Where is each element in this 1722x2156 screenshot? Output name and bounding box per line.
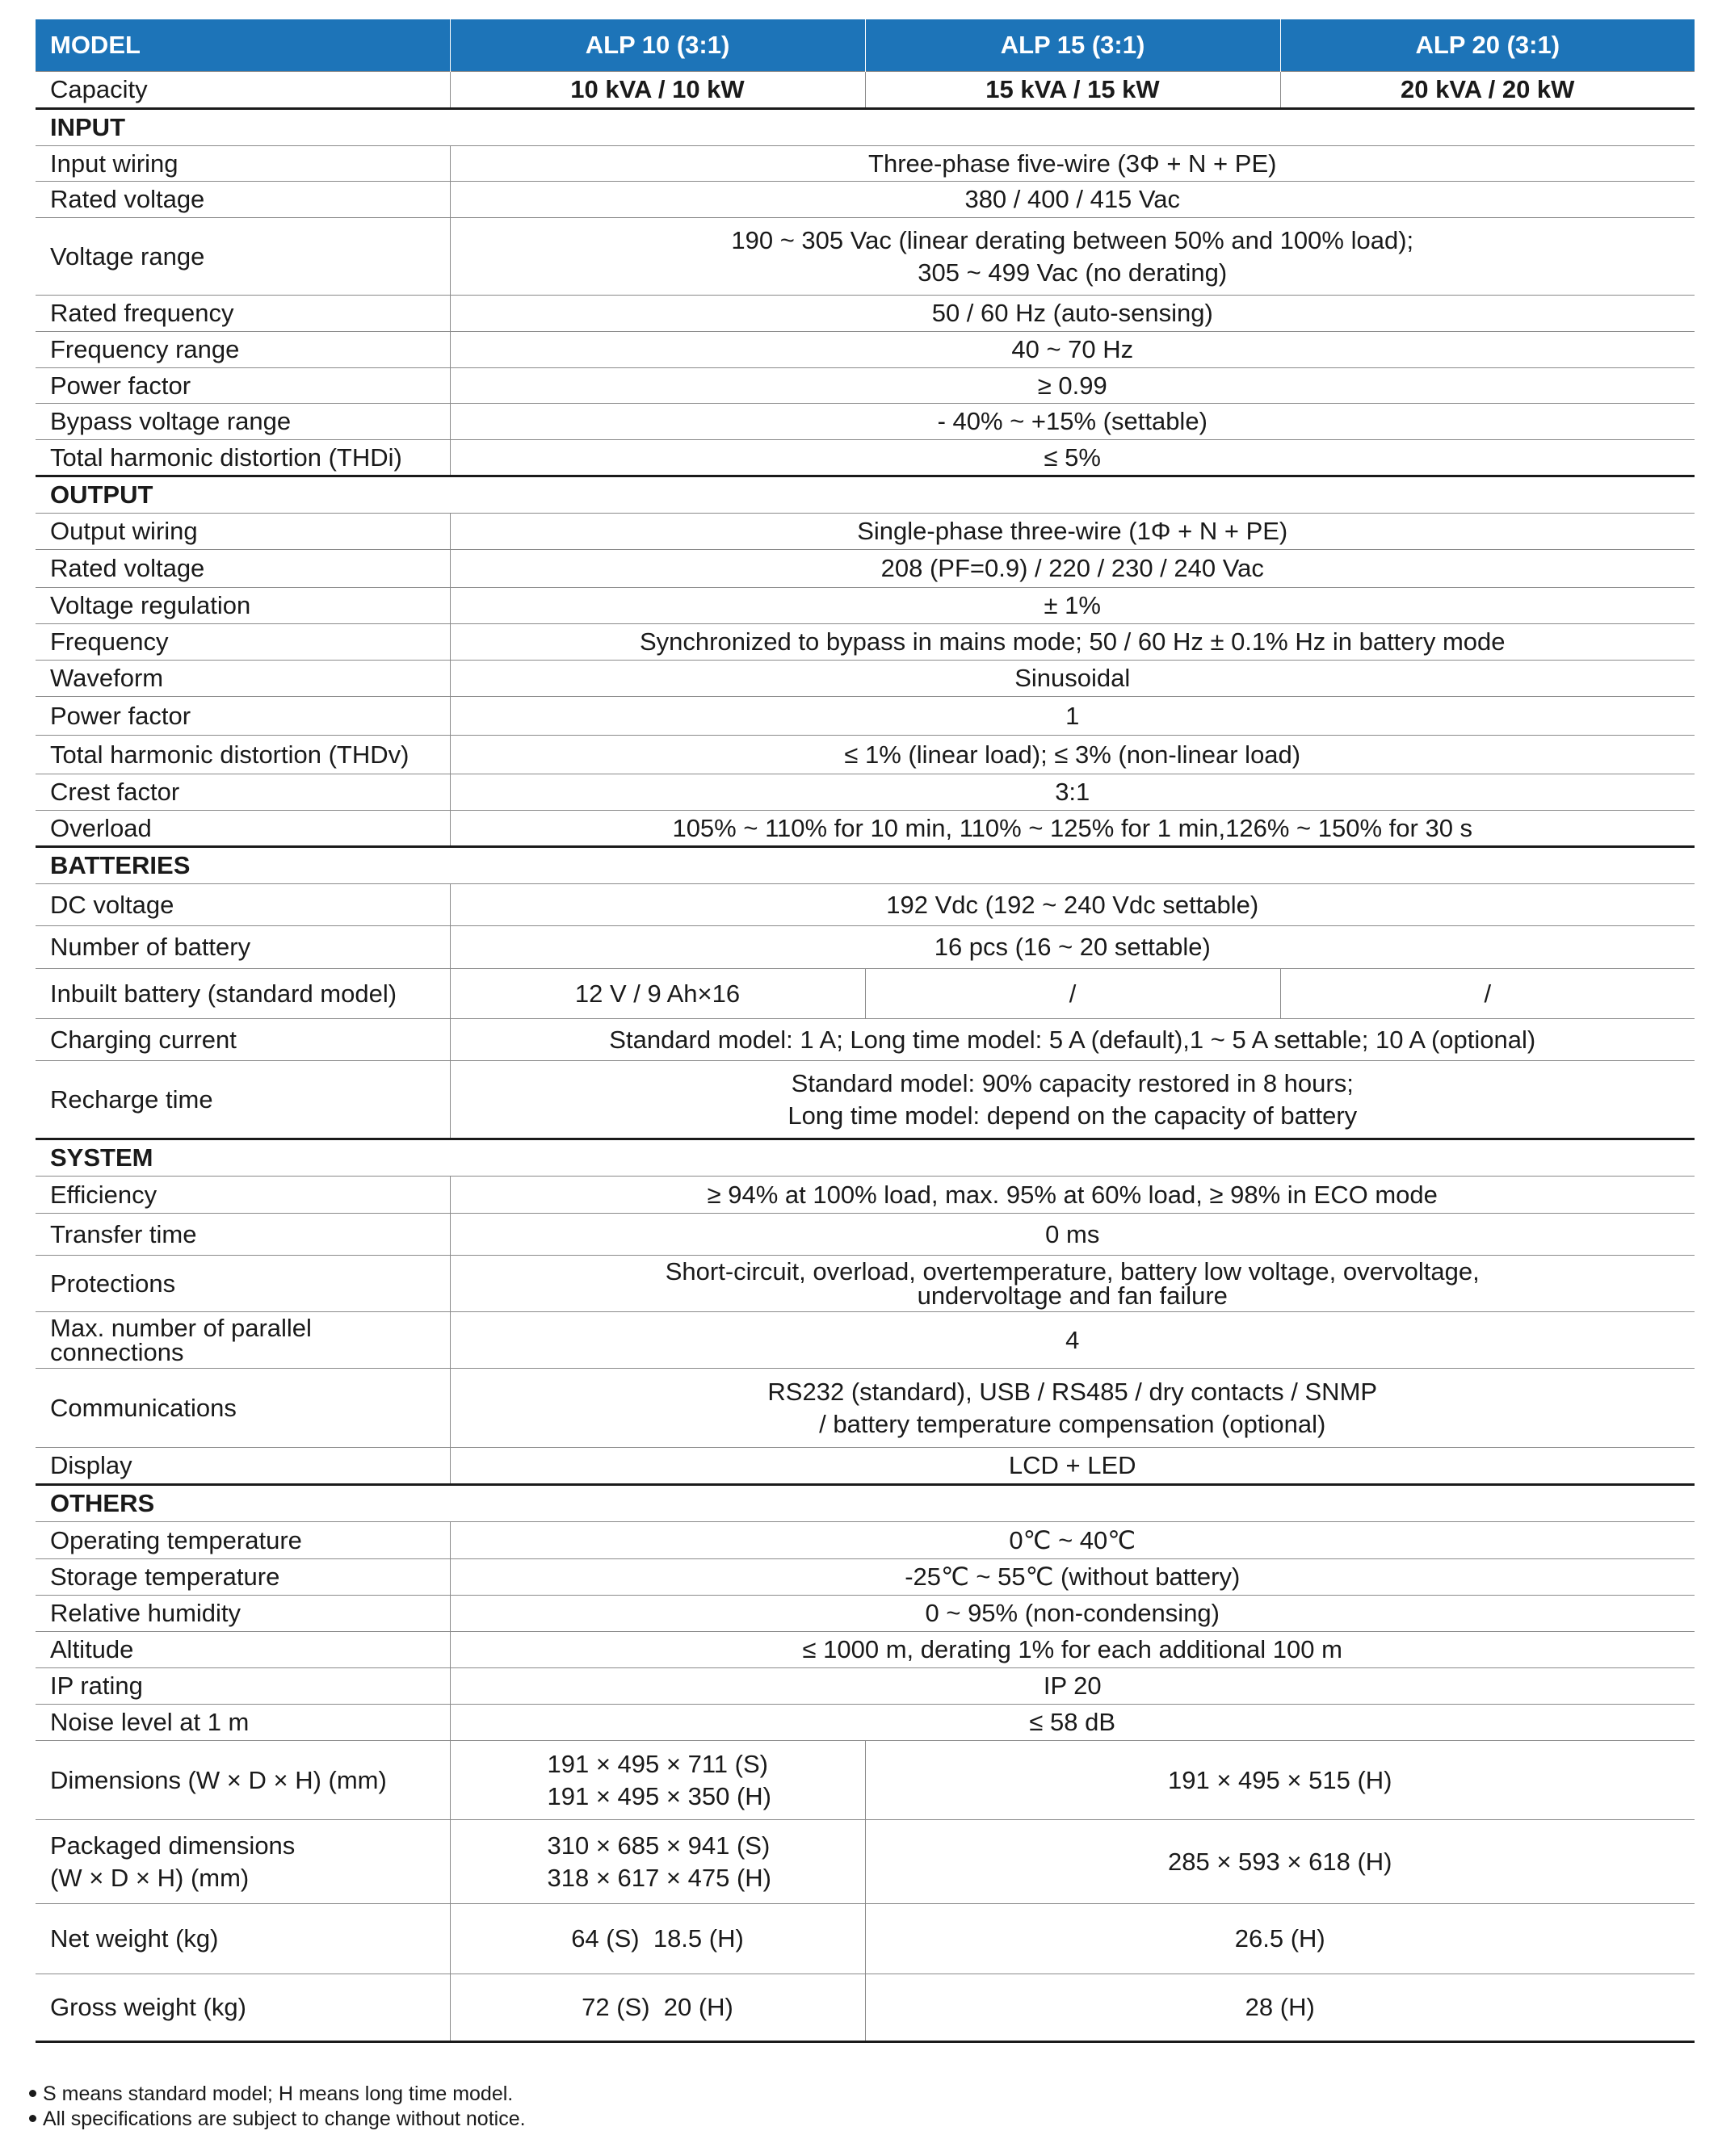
table-row [36,1668,1695,1705]
table-row [36,1177,1695,1214]
row-value: 4 [450,1312,1695,1369]
row-label: Frequency [36,624,450,661]
row-value: 192 Vdc (192 ~ 240 Vdc settable) [450,884,1695,926]
row-value: 16 pcs (16 ~ 20 settable) [450,926,1695,969]
table-row [36,1559,1695,1596]
row-value [450,1061,1695,1139]
row-label: Crest factor [36,774,450,811]
value-line: Short-circuit, overload, overtemperature, battery low voltage, overvoltage, [665,1256,1480,1286]
footnote [29,2082,526,2107]
table-row [36,514,1695,550]
row-label: Output wiring [36,514,450,550]
net-weight-alp15-20: 26.5 (H) [865,1904,1695,1974]
row-label: Dimensions (W × D × H) (mm) [36,1741,450,1820]
row-label: Input wiring [36,146,450,182]
spec-table [36,19,1695,2043]
value-line: Long time model: depend on the capacity of battery [788,1101,1358,1130]
section-title: BATTERIES [36,847,1695,884]
value-line: undervoltage and fan failure [917,1281,1228,1310]
row-value [450,218,1695,296]
row-label: Inbuilt battery (standard model) [36,969,450,1019]
table-row [36,926,1695,969]
row-value: Sinusoidal [450,661,1695,697]
footnotes [29,2082,526,2132]
table-row [36,1061,1695,1139]
row-label: Rated voltage [36,550,450,588]
table-row [36,1632,1695,1668]
row-label: Total harmonic distortion (THDi) [36,440,450,476]
packaged-alp10 [450,1820,865,1904]
dimensions-alp10 [450,1741,865,1820]
row-value: 40 ~ 70 Hz [450,332,1695,368]
row-value: ≤ 5% [450,440,1695,476]
row-label: Storage temperature [36,1559,450,1596]
value-line: 310 × 685 × 941 (S) [547,1831,771,1860]
value-line: 190 ~ 305 Vac (linear derating between 50% and 100% load); [731,225,1414,254]
value-line: RS232 (standard), USB / RS485 / dry contacts / SNMP [767,1377,1378,1406]
row-label: Efficiency [36,1177,450,1214]
row-value: 380 / 400 / 415 Vac [450,182,1695,218]
table-row [36,1820,1695,1904]
row-value: -25℃ ~ 55℃ (without battery) [450,1559,1695,1596]
model-alp20: ALP 20 (3:1) [1280,19,1695,72]
row-label: Bypass voltage range [36,404,450,440]
row-label: Noise level at 1 m [36,1705,450,1741]
table-row [36,1705,1695,1741]
capacity-row [36,72,1695,109]
model-label: MODEL [36,19,450,72]
row-value: 105% ~ 110% for 10 min, 110% ~ 125% for 1 min,126% ~ 150% for 30 s [450,811,1695,847]
row-value: ≤ 58 dB [450,1705,1695,1741]
row-label: Communications [36,1369,450,1448]
section-title: SYSTEM [36,1139,1695,1177]
section-others [36,1485,1695,1522]
row-label: Operating temperature [36,1522,450,1559]
row-value [450,1256,1695,1312]
capacity-alp10: 10 kVA / 10 kW [450,72,865,109]
table-row [36,969,1695,1019]
table-row [36,1596,1695,1632]
bullet-icon [29,2090,36,2097]
row-label: Charging current [36,1019,450,1061]
table-row [36,697,1695,736]
row-label: Number of battery [36,926,450,969]
section-title: OTHERS [36,1485,1695,1522]
gross-weight-alp10: 72 (S) 20 (H) [450,1974,865,2042]
row-label: Power factor [36,697,450,736]
table-row [36,550,1695,588]
table-row [36,332,1695,368]
row-value: LCD + LED [450,1448,1695,1485]
table-row [36,1974,1695,2042]
label-line: (W × D × H) (mm) [50,1863,250,1892]
value-line: / battery temperature compensation (optional) [819,1409,1326,1438]
table-row [36,624,1695,661]
row-value: 208 (PF=0.9) / 220 / 230 / 240 Vac [450,550,1695,588]
row-label: Frequency range [36,332,450,368]
packaged-alp15-20: 285 × 593 × 618 (H) [865,1820,1695,1904]
section-input [36,109,1695,146]
table-row [36,218,1695,296]
row-label: Power factor [36,368,450,404]
capacity-alp20: 20 kVA / 20 kW [1280,72,1695,109]
row-label: Voltage regulation [36,588,450,624]
row-value: ≥ 0.99 [450,368,1695,404]
inbuilt-alp20: / [1280,969,1695,1019]
row-value: ≤ 1% (linear load); ≤ 3% (non-linear load) [450,736,1695,774]
row-label: Altitude [36,1632,450,1668]
row-value: ≥ 94% at 100% load, max. 95% at 60% load, ≥ 98% in ECO mode [450,1177,1695,1214]
section-batteries [36,847,1695,884]
row-label: Protections [36,1256,450,1312]
row-label: DC voltage [36,884,450,926]
table-row [36,588,1695,624]
row-value: - 40% ~ +15% (settable) [450,404,1695,440]
row-value: 0℃ ~ 40℃ [450,1522,1695,1559]
table-row [36,368,1695,404]
label-line: Max. number of parallel [50,1313,312,1342]
table-row [36,811,1695,847]
row-value: 3:1 [450,774,1695,811]
value-line: 191 × 495 × 711 (S) [547,1749,768,1778]
row-value: Standard model: 1 A; Long time model: 5 A (default),1 ~ 5 A settable; 10 A (optional) [450,1019,1695,1061]
table-row [36,1904,1695,1974]
table-row [36,1741,1695,1820]
capacity-label: Capacity [36,72,450,109]
table-row [36,1256,1695,1312]
value-line: 305 ~ 499 Vac (no derating) [918,258,1228,287]
inbuilt-alp10: 12 V / 9 Ah×16 [450,969,865,1019]
row-label: IP rating [36,1668,450,1705]
row-value: ≤ 1000 m, derating 1% for each additional 100 m [450,1632,1695,1668]
row-label [36,1820,450,1904]
row-label: Recharge time [36,1061,450,1139]
row-label: Transfer time [36,1214,450,1256]
footnote-text: All specifications are subject to change without notice. [43,2108,526,2130]
inbuilt-alp15: / [865,969,1280,1019]
table-row [36,736,1695,774]
row-value: 0 ms [450,1214,1695,1256]
row-label: Rated frequency [36,296,450,332]
row-value: 1 [450,697,1695,736]
row-value: 50 / 60 Hz (auto-sensing) [450,296,1695,332]
table-row [36,884,1695,926]
table-row [36,1214,1695,1256]
value-line: 318 × 617 × 475 (H) [547,1863,771,1892]
table-row [36,296,1695,332]
footnote-text: S means standard model; H means long time model. [43,2083,514,2105]
table-row [36,1369,1695,1448]
label-line: connections [50,1337,184,1366]
row-label [36,1312,450,1369]
row-value: Synchronized to bypass in mains mode; 50 / 60 Hz ± 0.1% Hz in battery mode [450,624,1695,661]
section-title: INPUT [36,109,1695,146]
model-alp10: ALP 10 (3:1) [450,19,865,72]
table-row [36,1312,1695,1369]
row-label: Voltage range [36,218,450,296]
row-label: Rated voltage [36,182,450,218]
footnote [29,2107,526,2132]
row-value [450,1369,1695,1448]
row-label: Net weight (kg) [36,1904,450,1974]
row-value: 0 ~ 95% (non-condensing) [450,1596,1695,1632]
section-title: OUTPUT [36,476,1695,514]
table-row [36,146,1695,182]
table-row [36,1522,1695,1559]
table-row [36,1448,1695,1485]
table-row [36,661,1695,697]
section-output [36,476,1695,514]
label-line: Packaged dimensions [50,1831,296,1860]
row-label: Relative humidity [36,1596,450,1632]
table-row [36,1019,1695,1061]
value-line: Standard model: 90% capacity restored in 8 hours; [791,1068,1354,1097]
capacity-alp15: 15 kVA / 15 kW [865,72,1280,109]
row-label: Gross weight (kg) [36,1974,450,2042]
gross-weight-alp15-20: 28 (H) [865,1974,1695,2042]
row-value: ± 1% [450,588,1695,624]
table-row [36,182,1695,218]
table-row [36,774,1695,811]
model-header-row [36,19,1695,72]
dimensions-alp15-20: 191 × 495 × 515 (H) [865,1741,1695,1820]
row-value: IP 20 [450,1668,1695,1705]
bullet-icon [29,2115,36,2122]
row-label: Display [36,1448,450,1485]
row-label: Waveform [36,661,450,697]
table-row [36,404,1695,440]
spec-sheet [36,19,1695,2043]
net-weight-alp10: 64 (S) 18.5 (H) [450,1904,865,1974]
row-label: Total harmonic distortion (THDv) [36,736,450,774]
row-value: Single-phase three-wire (1Φ + N + PE) [450,514,1695,550]
row-value: Three-phase five-wire (3Φ + N + PE) [450,146,1695,182]
model-alp15: ALP 15 (3:1) [865,19,1280,72]
row-label: Overload [36,811,450,847]
section-system [36,1139,1695,1177]
value-line: 191 × 495 × 350 (H) [547,1781,771,1810]
table-row [36,440,1695,476]
